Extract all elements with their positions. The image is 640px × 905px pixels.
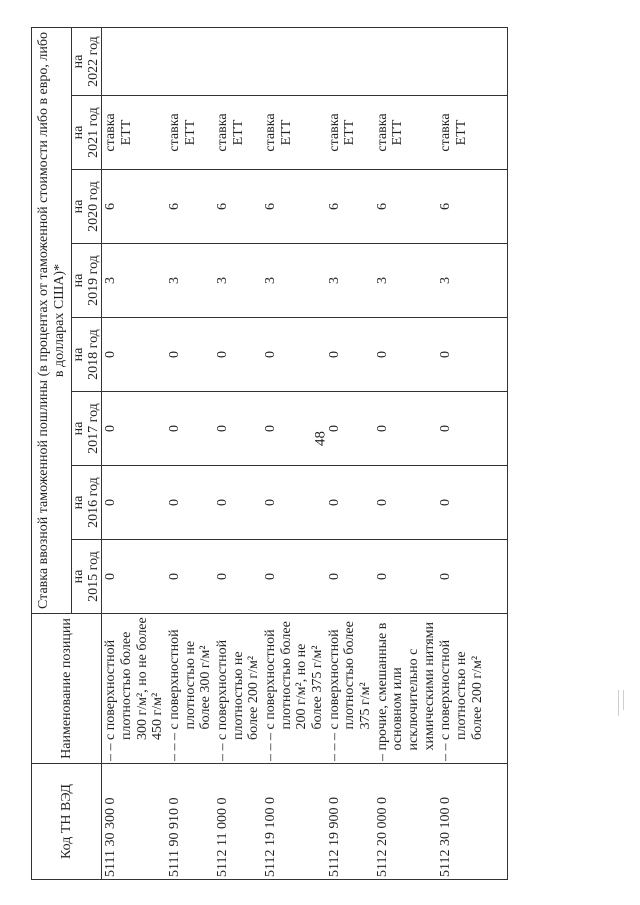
rate-cell — [166, 27, 214, 95]
rate-cell — [374, 27, 438, 95]
year-prefix: на — [72, 466, 87, 540]
tariff-table — [31, 27, 508, 880]
rate-cell: 0 — [326, 318, 374, 392]
table-row — [262, 27, 326, 879]
rate-cell: 6 — [214, 170, 262, 244]
rate-cell: ставка ЕТТ — [262, 96, 326, 170]
item-level-dashes: – — [374, 750, 390, 761]
rate-cell: 0 — [214, 392, 262, 466]
rate-cell: 3 — [437, 244, 485, 318]
rate-cell: ставка ЕТТ — [326, 96, 374, 170]
rate-cell: 0 — [214, 540, 262, 614]
year-label: 2019 год — [87, 244, 102, 318]
rate-cell: 0 — [326, 466, 374, 540]
rate-cell — [437, 27, 485, 95]
rate-cell: 0 — [166, 466, 214, 540]
item-level-dashes: – – — [215, 740, 231, 761]
empty-cell — [486, 27, 508, 95]
rate-cell — [214, 27, 262, 95]
empty-cell — [486, 614, 508, 764]
empty-cell — [486, 318, 508, 392]
rate-cell: 0 — [102, 466, 166, 540]
rate-cell: 6 — [166, 170, 214, 244]
table-row — [214, 27, 262, 879]
rate-cell: 3 — [214, 244, 262, 318]
rate-cell: 0 — [374, 540, 438, 614]
header-code: Код ТН ВЭД — [32, 764, 102, 880]
rate-cell: 0 — [166, 318, 214, 392]
rate-cell: 3 — [326, 244, 374, 318]
item-level-dashes: – – – — [167, 729, 183, 761]
commodity-code: 5112 19 100 0 — [262, 764, 326, 880]
item-level-dashes: – – – — [326, 729, 342, 761]
item-name-cell — [262, 614, 326, 764]
item-name: с поверхностной плотностью более 375 г/м² — [326, 621, 374, 730]
rate-cell — [262, 27, 326, 95]
rate-cell: 6 — [326, 170, 374, 244]
rate-cell: 0 — [374, 318, 438, 392]
header-rate: Ставка ввозной таможенной пошлины (в процентах от таможенной стоимости либо в евро, либо в долларах США)* — [32, 27, 72, 613]
item-name-cell — [437, 614, 485, 764]
item-name: с поверхностной плотностью более 300 г/м², но не более 450 г/м² — [103, 617, 166, 740]
table-row — [166, 27, 214, 879]
table-row — [326, 27, 374, 879]
item-name-cell — [374, 614, 438, 764]
year-label: 2022 год — [87, 27, 102, 95]
empty-cell — [486, 540, 508, 614]
rate-cell: ставка ЕТТ — [437, 96, 485, 170]
rate-cell: 0 — [437, 318, 485, 392]
year-label: 2020 год — [87, 170, 102, 244]
rate-cell: 6 — [437, 170, 485, 244]
rotated-table-region — [31, 28, 591, 880]
item-name-cell — [326, 614, 374, 764]
item-level-dashes: – – — [438, 740, 454, 761]
rate-cell: 0 — [374, 466, 438, 540]
rate-cell: 0 — [214, 466, 262, 540]
item-name-cell — [166, 614, 214, 764]
rate-cell: 0 — [102, 318, 166, 392]
rate-cell: 3 — [102, 244, 166, 318]
rate-cell: 3 — [166, 244, 214, 318]
commodity-code: 5111 30 300 0 — [102, 764, 166, 880]
rate-cell: 0 — [326, 392, 374, 466]
year-label: 2018 год — [87, 318, 102, 392]
item-name: с поверхностной плотностью не более 200 г/м² — [215, 639, 262, 740]
commodity-code: 5112 30 100 0 — [437, 764, 485, 880]
year-prefix: на — [72, 170, 87, 244]
rate-cell: 0 — [437, 466, 485, 540]
year-label: 2017 год — [87, 392, 102, 466]
item-name-cell — [214, 614, 262, 764]
page-number: 48 — [312, 431, 329, 446]
rate-cell: 6 — [102, 170, 166, 244]
rate-cell: 6 — [374, 170, 438, 244]
item-name: с поверхностной плотностью не более 200 г/м² — [438, 639, 485, 740]
rate-cell: 0 — [102, 540, 166, 614]
year-prefix: на — [72, 540, 87, 614]
empty-cell — [486, 764, 508, 880]
commodity-code: 5112 19 900 0 — [326, 764, 374, 880]
rate-cell: ставка ЕТТ — [102, 96, 166, 170]
rate-cell: 3 — [374, 244, 438, 318]
rate-cell: ставка ЕТТ — [374, 96, 438, 170]
empty-cell — [486, 170, 508, 244]
rate-cell: 0 — [437, 392, 485, 466]
rate-cell: 0 — [102, 392, 166, 466]
rate-cell: 0 — [166, 540, 214, 614]
item-name: с поверхностной плотностью более 200 г/м², но не более 375 г/м² — [263, 621, 326, 730]
year-prefix: на — [72, 244, 87, 318]
scan-mark — [618, 690, 619, 716]
year-label: 2015 год — [87, 540, 102, 614]
rate-cell: 0 — [262, 318, 326, 392]
year-prefix: на — [72, 392, 87, 466]
table-row — [437, 27, 485, 879]
commodity-code: 5111 90 910 0 — [166, 764, 214, 880]
header-name: Наименование позиции — [32, 614, 102, 764]
rate-cell: 6 — [262, 170, 326, 244]
commodity-code: 5112 20 000 0 — [374, 764, 438, 880]
year-label: 2021 год — [87, 96, 102, 170]
year-prefix: на — [72, 27, 87, 95]
rate-cell: 0 — [437, 540, 485, 614]
commodity-code: 5112 11 000 0 — [214, 764, 262, 880]
empty-cell — [486, 96, 508, 170]
rate-cell: 0 — [262, 540, 326, 614]
item-name: прочие, смешанные в основном или исключительно с химическими нитями — [374, 621, 437, 751]
rate-cell: 0 — [214, 318, 262, 392]
item-level-dashes: – – – — [263, 729, 279, 761]
rate-cell: ставка ЕТТ — [166, 96, 214, 170]
item-level-dashes: – – — [103, 740, 119, 761]
rate-cell: 0 — [262, 392, 326, 466]
rate-cell — [326, 27, 374, 95]
empty-cell — [486, 392, 508, 466]
year-prefix: на — [72, 96, 87, 170]
item-name-cell — [102, 614, 166, 764]
table-row — [374, 27, 438, 879]
table-row — [102, 27, 166, 879]
rate-cell: ставка ЕТТ — [214, 96, 262, 170]
rate-cell: 3 — [262, 244, 326, 318]
empty-cell — [486, 244, 508, 318]
table-filler-row — [486, 27, 508, 879]
year-prefix: на — [72, 318, 87, 392]
rate-cell — [102, 27, 166, 95]
scan-mark — [623, 690, 624, 710]
rate-cell: 0 — [262, 466, 326, 540]
year-label: 2016 год — [87, 466, 102, 540]
rate-cell: 0 — [166, 392, 214, 466]
rate-cell: 0 — [374, 392, 438, 466]
item-name: с поверхностной плотностью не более 300 г/м² — [167, 629, 214, 730]
rate-cell: 0 — [326, 540, 374, 614]
empty-cell — [486, 466, 508, 540]
